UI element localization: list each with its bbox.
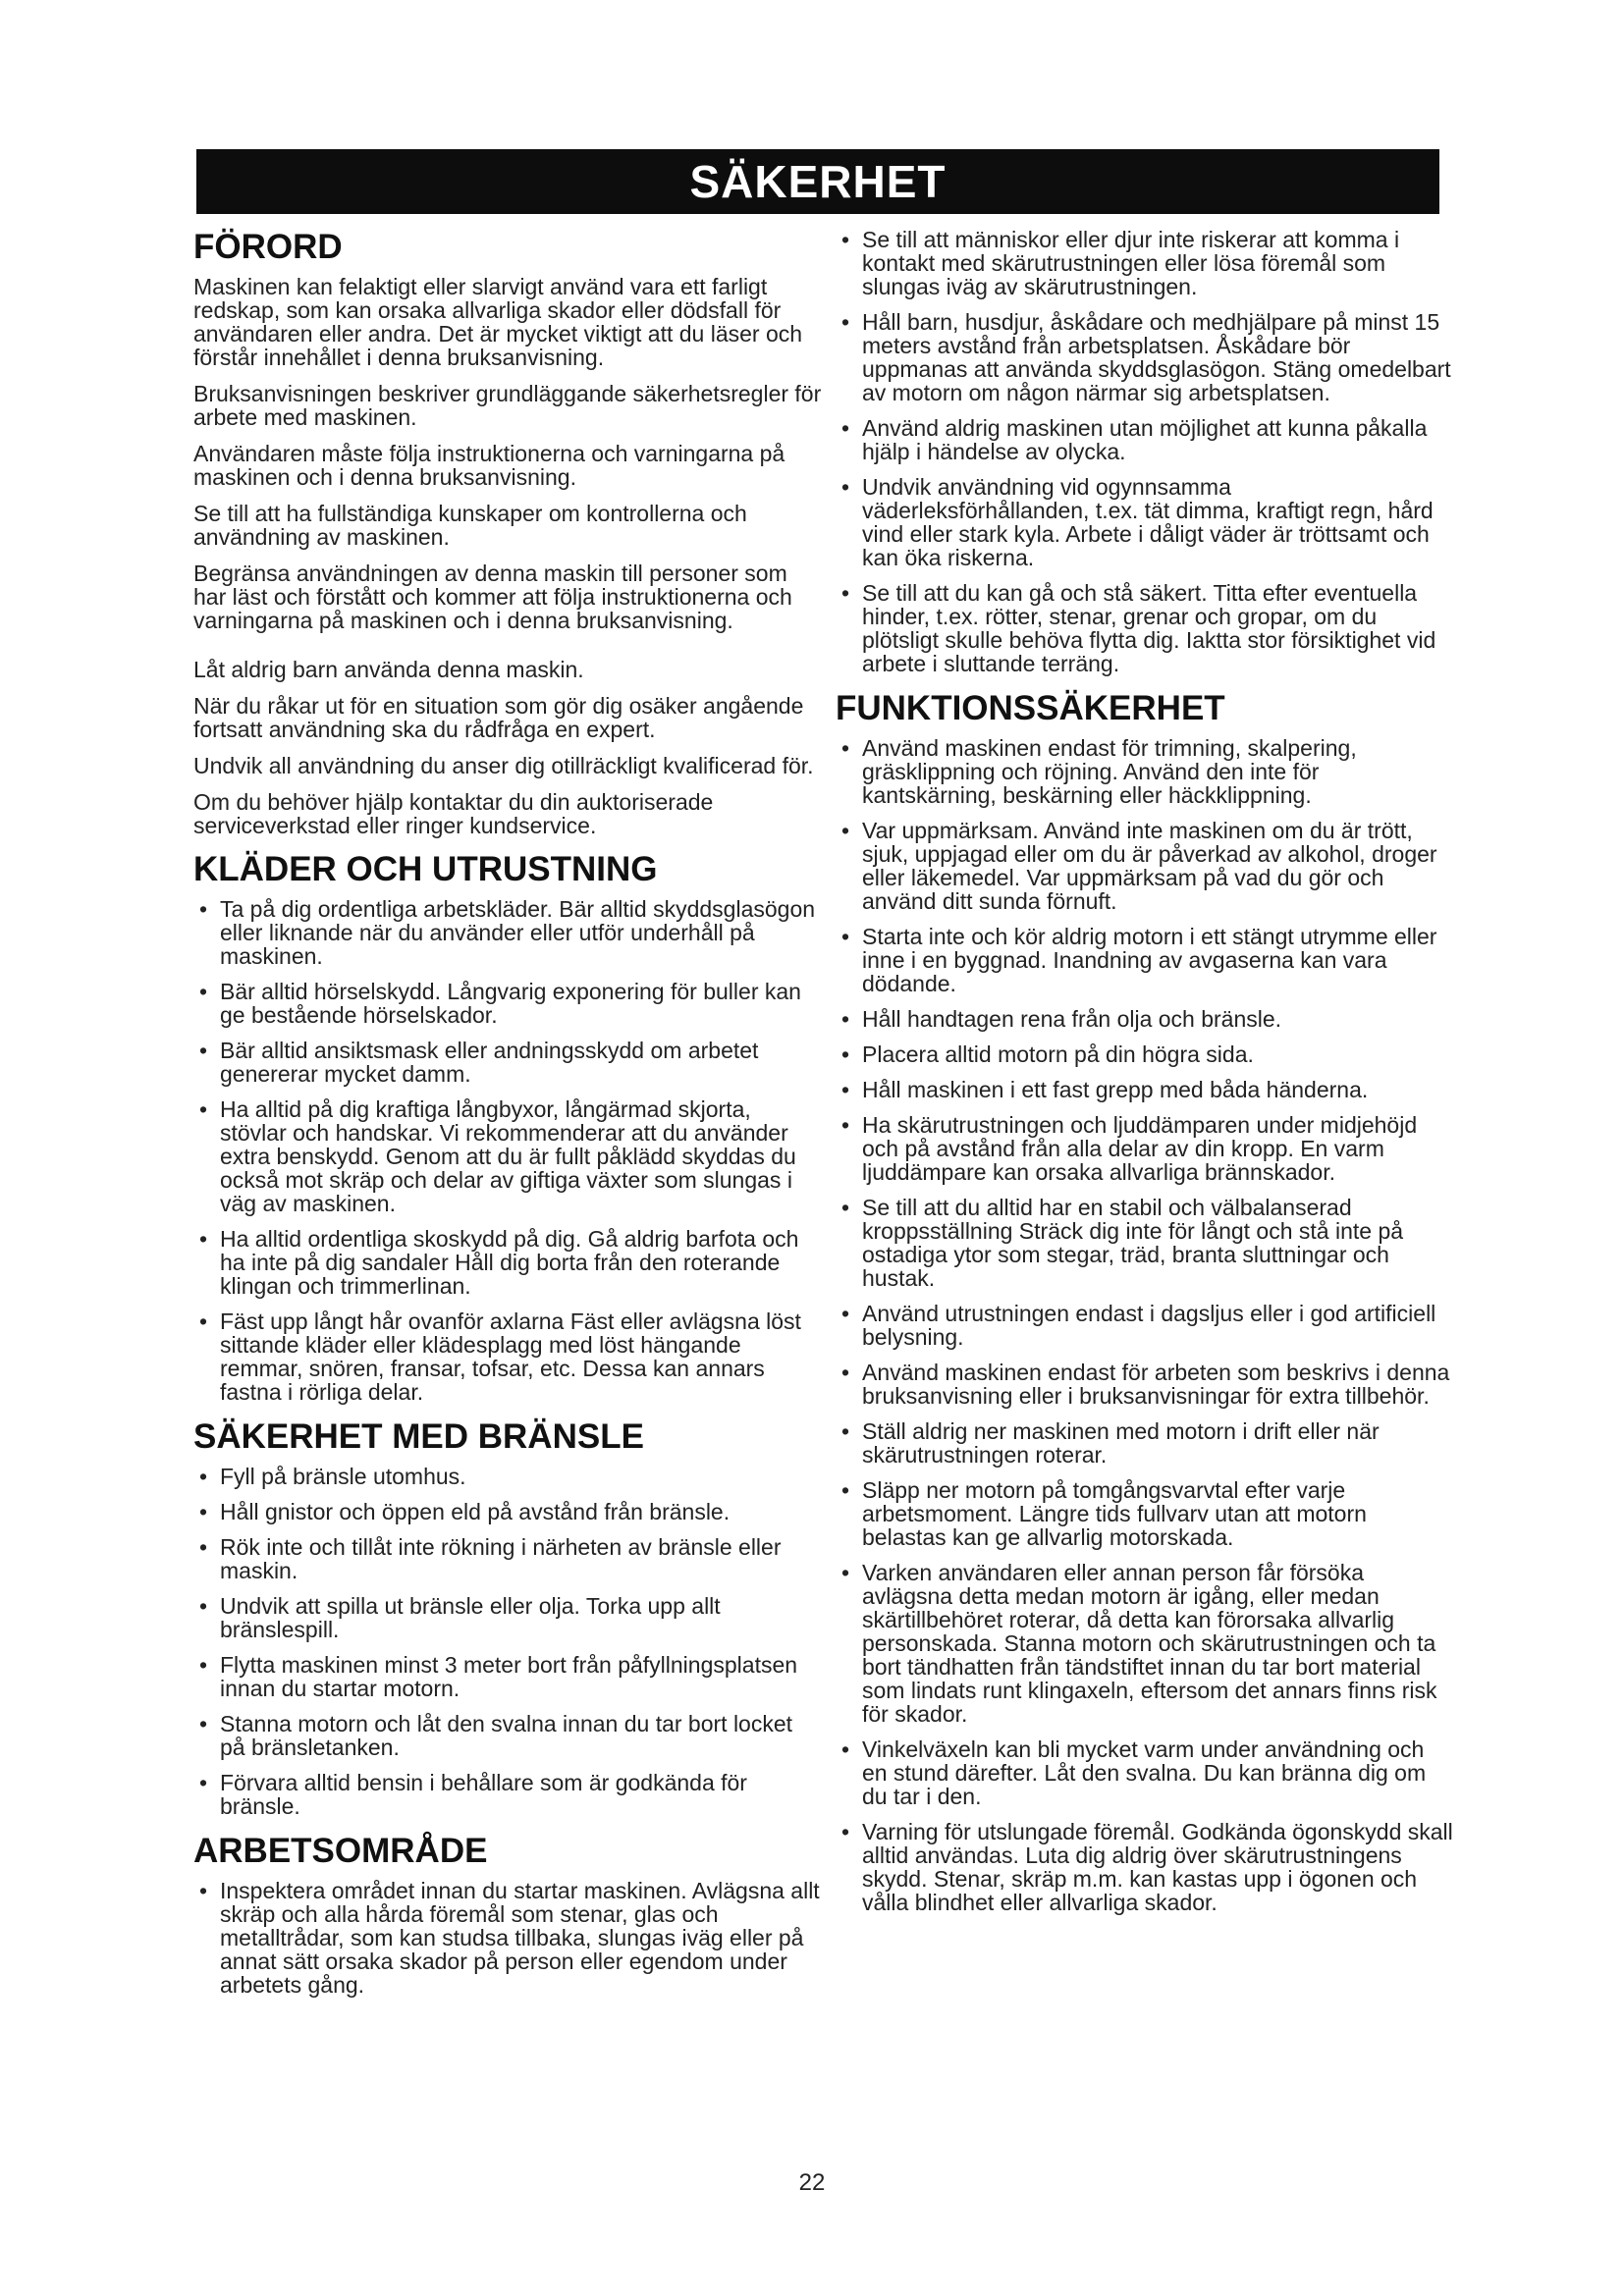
section-bransle xyxy=(193,1417,822,1818)
section-title-funktion: FUNKTIONSSÄKERHET xyxy=(836,689,1225,727)
paragraph: Maskinen kan felaktigt eller slarvigt använd vara ett farligt redskap, som kan orsaka allvarliga skador eller dödsfall för användaren eller andra. Det är mycket viktigt att du läser och förstår innehållet i denna bruksanvisning. xyxy=(193,274,803,370)
list-item: • Ha alltid ordentliga skoskydd på dig. Gå aldrig barfota och ha inte på dig sandaler Håll dig borta från den roterande klingan och trimmerlinan. xyxy=(198,1226,799,1299)
list-item: • Varning för utslungade föremål. Godkända ögonskydd skall alltid användas. Luta dig aldrig över skärutrustningens skydd. Stenar, skräp m.m. kan kastas upp i ögonen och vålla blindhet eller allvarliga skador. xyxy=(840,1819,1453,1915)
list-item: • Se till att du alltid har en stabil och välbalanserad kroppsställning Sträck dig inte för långt och stå inte på ostadiga ytor som stegar, träd, branta sluttningar och hustak. xyxy=(840,1195,1404,1291)
list-item: • Ta på dig ordentliga arbetskläder. Bär alltid skyddsglasögon eller liknande när du använder eller utför underhåll på maskinen. xyxy=(198,896,816,969)
section-title-klader: KLÄDER OCH UTRUSTNING xyxy=(193,850,658,888)
list-item: • Fäst upp långt hår ovanför axlarna Fäst eller avlägsna löst sittande kläder eller klädesplagg med löst hängande remmar, snören, fransar, tofsar, etc. Dessa kan annars fastna i rörliga delar. xyxy=(198,1308,801,1405)
list-item: • Använd maskinen endast för trimning, skalpering, gräsklippning och röjning. Använd den inte för kantskärning, beskärning eller häckklippning. xyxy=(840,735,1357,808)
list-item: • Bär alltid ansiktsmask eller andningsskydd om arbetet genererar mycket damm. xyxy=(198,1038,759,1087)
paragraph: Om du behöver hjälp kontaktar du din auktoriserade serviceverkstad eller ringer kundservice. xyxy=(193,789,714,838)
section-title-arbetsomrade: ARBETSOMRÅDE xyxy=(193,1832,488,1870)
right-column xyxy=(836,228,1454,1928)
list-item: • Varken användaren eller annan person får försöka avlägsna detta medan motorn är igång, eller medan skärtillbehöret roterar, då detta kan förorsaka allvarlig personskada. Stanna motorn och skärutrustningen och ta bort tändhatten från tändstiftet innan du tar bort material som lindats runt klingaxeln, eftersom det annars finns risk för skador. xyxy=(840,1560,1437,1727)
list-item: • Vinkelväxeln kan bli mycket varm under användning och en stund därefter. Låt den svalna. Du kan bränna dig om du tar i den. xyxy=(840,1736,1427,1809)
list-item: • Släpp ner motorn på tomgångsvarvtal efter varje arbetsmoment. Längre tids fullvarv utan att motorn belastas kan ge allvarlig motorskada. xyxy=(840,1477,1367,1550)
paragraph: Användaren måste följa instruktionerna och varningarna på maskinen och i denna bruksanvisning. xyxy=(193,441,785,490)
list-item: • Flytta maskinen minst 3 meter bort från påfyllningsplatsen innan du startar motorn. xyxy=(198,1652,798,1701)
list-item: • Ha alltid på dig kraftiga långbyxor, långärmad skjorta, stövlar och handskar. Vi rekommenderar att du använder extra benskydd. Genom att du är fullt påklädd skyddas du också mot skräp och delar av giftiga växter som slungas i väg av maskinen. xyxy=(198,1096,796,1216)
bullet-list xyxy=(836,736,1454,1914)
list-item: • Håll gnistor och öppen eld på avstånd från bränsle. xyxy=(198,1499,731,1524)
list-item: • Fyll på bränsle utomhus. xyxy=(198,1464,466,1489)
paragraph: Bruksanvisningen beskriver grundläggande säkerhetsregler för arbete med maskinen. xyxy=(193,381,822,430)
section-forord xyxy=(193,228,822,837)
left-column xyxy=(193,228,822,2010)
list-item: • Se till att människor eller djur inte riskerar att komma i kontakt med skärutrustningen eller lösa föremål som slungas iväg av skärutrustningen. xyxy=(840,227,1400,299)
page-banner: SÄKERHET xyxy=(196,149,1439,214)
section-title-forord: FÖRORD xyxy=(193,228,343,266)
section-title-bransle: SÄKERHET MED BRÄNSLE xyxy=(193,1417,644,1456)
paragraph: Undvik all användning du anser dig otillräckligt kvalificerad för. xyxy=(193,753,814,778)
list-item: • Placera alltid motorn på din högra sida. xyxy=(840,1041,1254,1067)
list-item: • Undvik användning vid ogynnsamma väderleksförhållanden, t.ex. tät dimma, kraftigt regn, hård vind eller stark kyla. Arbete i dåligt väder är tröttsamt och kan öka riskerna. xyxy=(840,474,1434,570)
list-item: • Håll maskinen i ett fast grepp med båda händerna. xyxy=(840,1077,1369,1102)
section-funktion xyxy=(836,689,1454,1914)
bullet-list xyxy=(193,897,822,1404)
list-item: • Inspektera området innan du startar maskinen. Avlägsna allt skräp och alla hårda föremål som stenar, glas och metalltrådar, som kan studsa tillbaka, slungas iväg eller på annat sätt orsaka skador på person eller egendom under arbetets gång. xyxy=(198,1878,820,1998)
list-item: • Se till att du kan gå och stå säkert. Titta efter eventuella hinder, t.ex. rötter, stenar, grenar och gropar, om du plötsligt skulle behöva flytta dig. Iaktta stor försiktighet vid arbete i sluttande terräng. xyxy=(840,580,1436,676)
bullet-list xyxy=(193,1465,822,1818)
list-item: • Stanna motorn och låt den svalna innan du tar bort locket på bränsletanken. xyxy=(198,1711,793,1760)
list-item: • Undvik att spilla ut bränsle eller olja. Torka upp allt bränslespill. xyxy=(198,1593,721,1642)
paragraph: När du råkar ut för en situation som gör dig osäker angående fortsatt användning ska du rådfråga en expert. xyxy=(193,693,804,742)
list-item: • Bär alltid hörselskydd. Långvarig exponering för buller kan ge bestående hörselskador. xyxy=(198,979,801,1028)
list-item: • Förvara alltid bensin i behållare som är godkända för bränsle. xyxy=(198,1770,747,1819)
list-item: • Var uppmärksam. Använd inte maskinen om du är trött, sjuk, uppjagad eller om du är påverkad av alkohol, droger eller läkemedel. Var uppmärksam på vad du gör och använd ditt sunda förnuft. xyxy=(840,818,1437,914)
bullet-list xyxy=(836,228,1454,675)
bullet-list xyxy=(193,1879,822,1997)
list-item: • Rök inte och tillåt inte rökning i närheten av bränsle eller maskin. xyxy=(198,1534,782,1583)
paragraph: Se till att ha fullständiga kunskaper om kontrollerna och användning av maskinen. xyxy=(193,501,747,550)
section-klader xyxy=(193,850,822,1404)
list-item: • Håll barn, husdjur, åskådare och medhjälpare på minst 15 meters avstånd från arbetsplatsen. Åskådare bör uppmanas att använda skyddsglasögon. Stäng omedelbart av motorn om någon närmar sig arbetsplatsen. xyxy=(840,309,1451,405)
list-item: • Starta inte och kör aldrig motorn i ett stängt utrymme eller inne i en byggnad. Inandning av avgaserna kan vara dödande. xyxy=(840,924,1437,996)
list-item: • Använd utrustningen endast i dagsljus eller i god artificiell belysning. xyxy=(840,1301,1436,1350)
section-arbetsomrade xyxy=(193,1832,822,1997)
list-item: • Ställ aldrig ner maskinen med motorn i drift eller när skärutrustningen roterar. xyxy=(840,1418,1380,1468)
paragraph: Begränsa användningen av denna maskin till personer som har läst och förstått och kommer att följa instruktionerna och varningarna på maskinen och i denna bruksanvisning. xyxy=(193,561,792,633)
paragraph: Låt aldrig barn använda denna maskin. xyxy=(193,657,584,682)
list-item: • Använd maskinen endast för arbeten som beskrivs i denna bruksanvisning eller i bruksanvisningar för extra tillbehör. xyxy=(840,1360,1450,1409)
list-item: • Ha skärutrustningen och ljuddämparen under midjehöjd och på avstånd från alla delar av din kropp. En varm ljuddämpare kan orsaka allvarliga brännskador. xyxy=(840,1112,1418,1185)
list-item: • Håll handtagen rena från olja och bränsle. xyxy=(840,1006,1282,1032)
list-item: • Använd aldrig maskinen utan möjlighet att kunna påkalla hjälp i händelse av olycka. xyxy=(840,415,1428,464)
page-number: 22 xyxy=(798,2169,826,2196)
